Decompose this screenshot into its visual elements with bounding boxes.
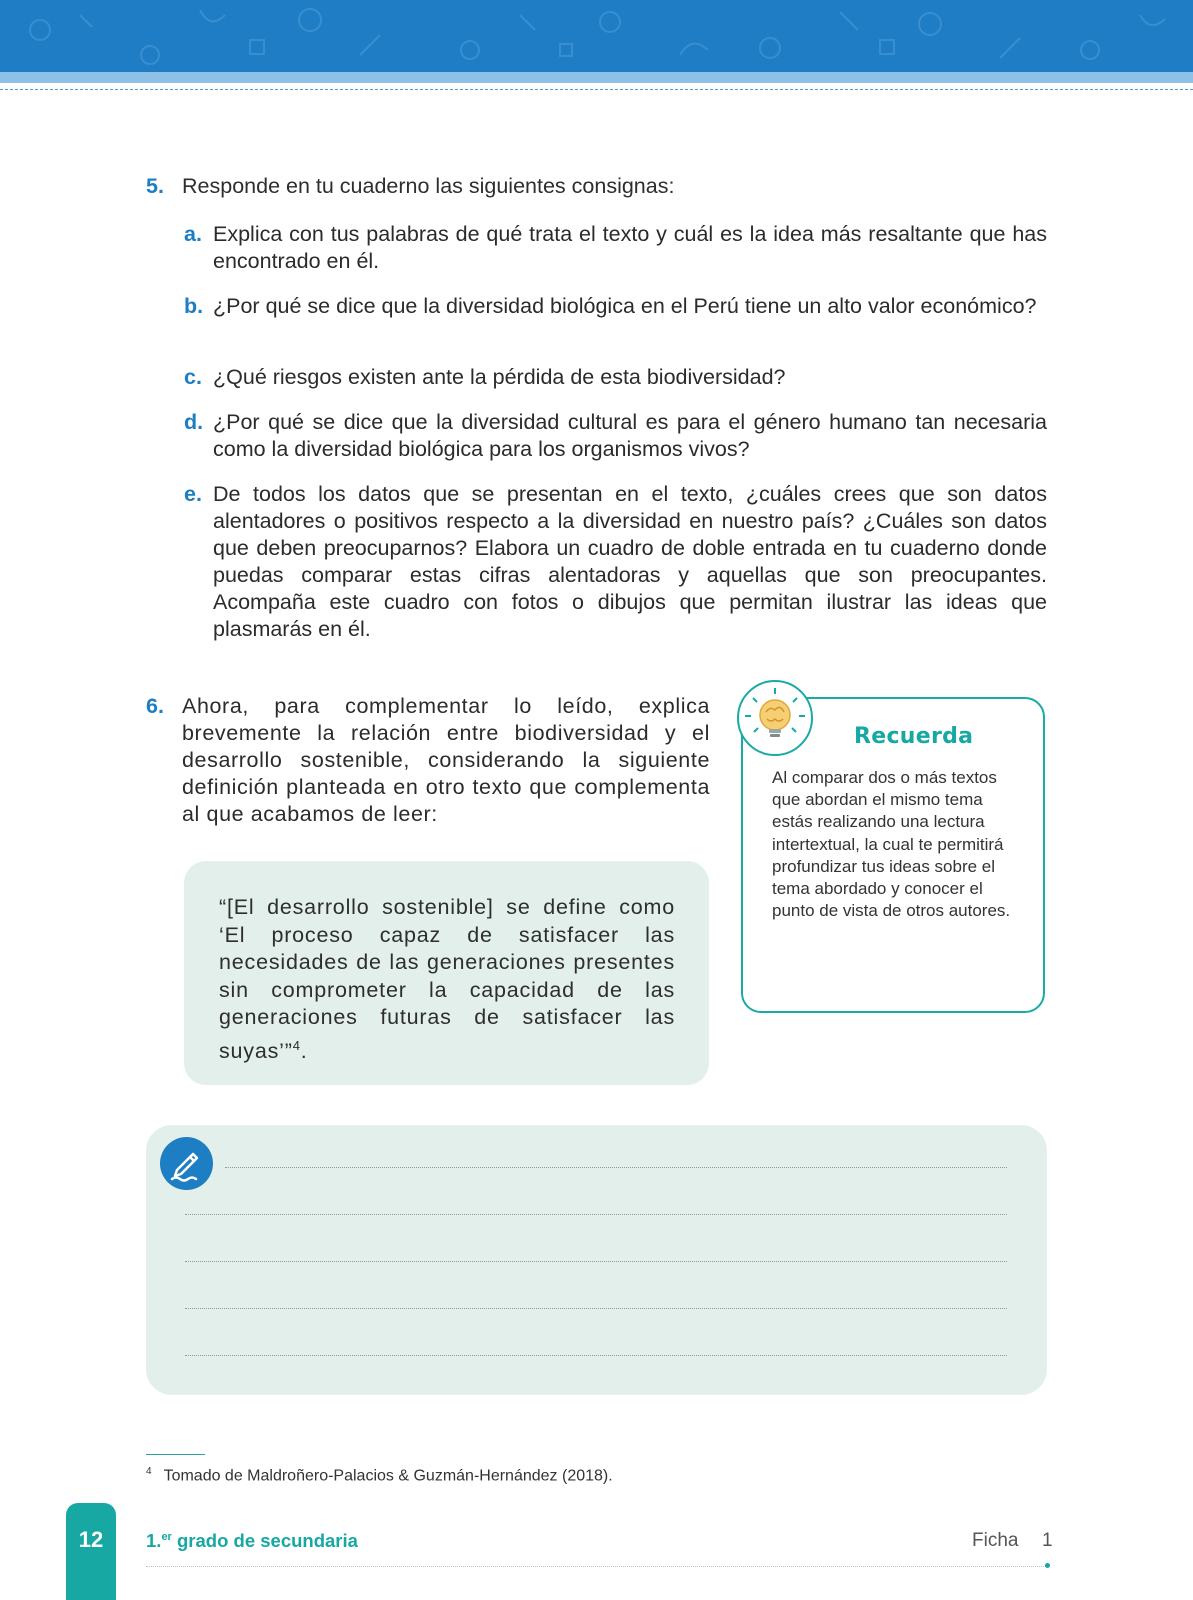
item-b-letter: b. <box>184 294 204 318</box>
question-5-number: 5. <box>146 174 164 198</box>
item-d-text: ¿Por qué se dice que la diversidad cultural es para el género humano tan necesaria como la diversidad biológica para los organismos vivos? <box>213 410 1047 461</box>
item-d-letter: d. <box>184 410 204 434</box>
footnote-rule <box>146 1454 205 1455</box>
answer-line-2[interactable] <box>185 1214 1007 1215</box>
item-b-text: ¿Por qué se dice que la diversidad biológica en el Perú tiene un alto valor económico? <box>213 294 1037 318</box>
pencil-icon <box>160 1137 213 1190</box>
question-6-text: Ahora, para complementar lo leído, explica brevemente la relación entre biodiversidad y el desarrollo sostenible, considerando la siguiente definición planteada en otro texto que complementa al que acabamos de leer: <box>182 694 710 826</box>
header-pattern <box>0 0 1193 72</box>
answer-line-5[interactable] <box>185 1355 1007 1356</box>
item-c-text: ¿Qué riesgos existen ante la pérdida de esta biodiversidad? <box>213 365 786 389</box>
item-e-text: De todos los datos que se presentan en el texto, ¿cuáles crees que son datos alentadores o positivos respecto a la diversidad en nuestro país? ¿Cuáles son datos que deben preocuparnos? Elabora un cuadro de doble entrada en tu cuaderno donde puedas comparar estas cifras alentadoras y aquellas que son preocupantes. Acompaña este cuadro con fotos o dibujos que permitan ilustrar las ideas que plasmarás en él. <box>213 482 1047 641</box>
question-6-number: 6. <box>146 694 164 718</box>
grade-sup: er <box>161 1530 172 1543</box>
quote-reference: 4 <box>292 1037 301 1053</box>
quote-body: “[El desarrollo sostenible] se define como ‘El proceso capaz de satisfacer las necesidades de las generaciones presentes sin comprometer la capacidad de las generaciones futuras de satisfacer las suyas’” <box>219 895 675 1063</box>
quote-text <box>219 894 675 1065</box>
header-band <box>0 0 1193 72</box>
item-a-letter: a. <box>184 222 202 246</box>
item-a-text: Explica con tus palabras de qué trata el texto y cuál es la idea más resaltante que has encontrado en él. <box>213 222 1047 273</box>
page-number: 12 <box>78 1527 104 1552</box>
quote-box <box>184 861 709 1085</box>
grade-rest: grado de secundaria <box>171 1530 358 1551</box>
ficha-label: Ficha <box>972 1530 1019 1551</box>
footer-dot <box>1045 1563 1050 1568</box>
footnote-text: Tomado de Maldroñero-Palacios & Guzmán-Hernández (2018). <box>163 1467 613 1485</box>
answer-line-3[interactable] <box>185 1261 1007 1262</box>
footer-dotted-rule <box>146 1566 1046 1567</box>
item-e-letter: e. <box>184 482 202 506</box>
ficha-number: 1 <box>1042 1530 1053 1551</box>
recuerda-text: Al comparar dos o más textos que abordan el mismo tema estás realizando una lectura intertextual, la cual te permitirá profundizar tus ideas sobre el tema abordado y conocer el punto de vista de otros autores. <box>772 768 1011 921</box>
item-c-letter: c. <box>184 365 202 389</box>
recuerda-title: Recuerda <box>854 724 974 749</box>
question-5-text: Responde en tu cuaderno las siguientes consignas: <box>182 174 675 198</box>
grade-label <box>146 1530 358 1552</box>
quote-end: . <box>300 1038 308 1063</box>
grade-prefix: 1. <box>146 1530 162 1551</box>
header-dashed-rule <box>0 89 1193 90</box>
header-stripe <box>0 72 1193 83</box>
footnote <box>146 1466 613 1485</box>
answer-line-4[interactable] <box>185 1308 1007 1309</box>
lightbulb-brain-icon <box>737 680 813 756</box>
footnote-mark: 4 <box>146 1466 152 1477</box>
answer-line-1[interactable] <box>225 1167 1007 1168</box>
